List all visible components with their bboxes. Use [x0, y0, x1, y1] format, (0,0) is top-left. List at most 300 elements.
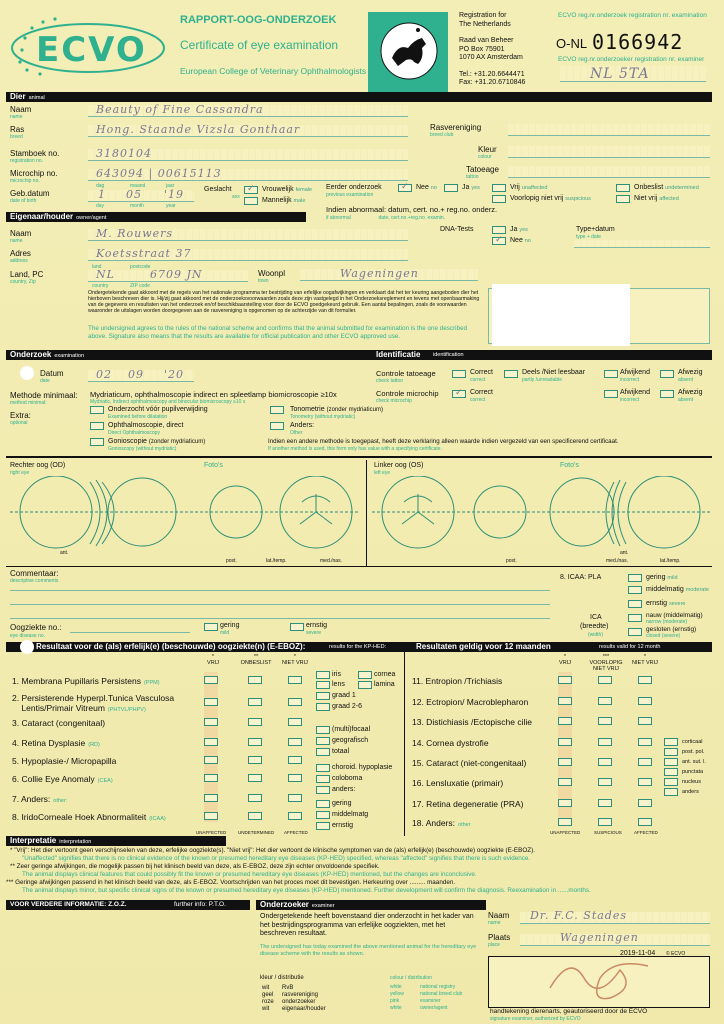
icaa-pla-label: 8. ICAA: PLA: [560, 574, 602, 581]
examiner-name-label: [488, 912, 509, 926]
dna-yes-label: [510, 226, 528, 234]
r16-niet-checkbox[interactable]: [638, 778, 652, 786]
rd-total-checkbox[interactable]: [316, 748, 330, 756]
left-row-2b-en: (PHTVL/PHPV): [107, 707, 146, 713]
disease-severe-checkbox[interactable]: [290, 623, 304, 631]
pla-moderate: [646, 586, 709, 594]
phtvl-vrij-checkbox[interactable]: [204, 698, 218, 706]
ppm-iris-checkbox[interactable]: [316, 671, 330, 679]
tattoo-absent: Afwezig: [678, 369, 703, 376]
male-en: male: [293, 198, 306, 204]
opt-other-checkbox[interactable]: [270, 422, 284, 430]
naam-label-text: Naam: [10, 105, 32, 114]
r15-voorlopig-checkbox[interactable]: [598, 758, 612, 766]
opt-tono-text: Tonometrie: [290, 406, 325, 413]
breed: Hong. Staande Vizsla Gonthaar: [96, 123, 301, 136]
cea-onbeslist-checkbox[interactable]: [248, 774, 262, 782]
pla-mild-en: mild: [667, 575, 678, 581]
tattoo-correct-checkbox[interactable]: [452, 370, 466, 378]
eye-disease-label: Oogziekte no.:: [10, 623, 62, 632]
rd-onbeslist-checkbox[interactable]: [248, 738, 262, 746]
ica-closed-en: closed (severe): [646, 633, 681, 639]
dist-k2: geel: [262, 992, 274, 998]
chip-incorrect-en: incorrect: [620, 397, 640, 403]
tattoo-absent-en: absent: [678, 377, 694, 383]
cea-other-checkbox[interactable]: [316, 786, 330, 794]
suspicious-en: suspicious: [565, 196, 591, 202]
town-text: Woonpl: [258, 269, 285, 278]
previous-no-text: Nee: [416, 184, 429, 191]
dist-e2: national breed club: [420, 991, 463, 997]
ica-narrow-checkbox[interactable]: [628, 614, 642, 622]
ica-narrow: nauw (middelmatig): [646, 612, 703, 619]
left-row-8-en: (ICAA): [149, 816, 166, 822]
cat-corticaal-checkbox[interactable]: [664, 738, 678, 746]
icaa-mild-checkbox[interactable]: [316, 800, 330, 808]
female-en: female: [295, 187, 313, 193]
dna-label: DNA-Tests: [440, 226, 474, 233]
cat-nucleus: nucleus: [682, 779, 701, 785]
cea-vrij-checkbox[interactable]: [204, 774, 218, 782]
type-label: Type+datum: [576, 226, 615, 233]
left-row-7-en: other:: [53, 798, 68, 804]
examiner-name-en: name: [488, 920, 501, 926]
unaffected-checkbox[interactable]: [492, 184, 506, 192]
left-col-niet: * NIET VRIJ: [282, 654, 308, 666]
colour-field[interactable]: [508, 146, 710, 158]
right-foot-suspicious: SUSPICIOUS: [594, 830, 622, 835]
signature-label: handtekening dierenarts, geautoriseerd door de ECVO: [490, 1008, 648, 1015]
dna-no-text: Nee: [510, 237, 523, 244]
methode-label: [10, 392, 78, 406]
geb-month-en: month: [130, 203, 144, 209]
suspicious-checkbox[interactable]: [492, 195, 506, 203]
dist-k1: wit: [262, 985, 270, 991]
ppm-lamina: lamina: [374, 681, 395, 688]
cataract-vrij-checkbox[interactable]: [204, 718, 218, 726]
chip-absent-checkbox[interactable]: [660, 390, 674, 398]
r17-vrij-checkbox[interactable]: [558, 799, 572, 807]
r14-vrij-checkbox[interactable]: [558, 738, 572, 746]
ras-label: [10, 126, 24, 140]
tattoo-incorrect: Afwijkend: [620, 369, 650, 376]
dna-yes-text: Ja: [510, 226, 518, 233]
extra-label: [10, 412, 31, 426]
male-label: [262, 197, 305, 205]
extra-en: optional: [10, 420, 28, 426]
icaa-severe: ernstig: [332, 822, 354, 829]
icaa-mild: gering: [332, 800, 352, 807]
phtvl-onbeslist-checkbox[interactable]: [248, 698, 262, 706]
left-col-onbeslist: ** ONBESLIST: [240, 654, 272, 666]
examiner-nr: NL 5TA: [590, 66, 650, 82]
chip-correct-checkbox[interactable]: [452, 390, 466, 398]
check-chip-label: Controle microchip: [376, 389, 439, 398]
signature-label-en: signature examiner, authorized by ECVO: [490, 1016, 581, 1022]
rd-focal-checkbox[interactable]: [316, 726, 330, 734]
unaffected-text: Vrij: [510, 184, 520, 191]
affected-en: affected: [659, 196, 679, 202]
results-right-en: results valid for 12 month: [599, 644, 661, 650]
interp-3: *** Geringe afwijkingen passend in het klinisch beeld van deze, als E-EBOZ. Voortschrijden van het proces moet dit bevestigen. Herkeuring over ......... maanden.: [6, 879, 456, 886]
zip: 6709 JN: [150, 268, 203, 281]
cat-antsut-checkbox[interactable]: [664, 758, 678, 766]
stamboek-label: [10, 150, 59, 164]
other-vrij-checkbox[interactable]: [204, 794, 218, 802]
opt-before-dilatation-checkbox[interactable]: [90, 406, 104, 414]
address-text: Adres: [10, 249, 31, 258]
r18-voorlopig-checkbox[interactable]: [598, 818, 612, 826]
left-foot-unaffected: UNAFFECTED: [196, 830, 227, 835]
methode-en: method minimal:: [10, 400, 47, 406]
naam-label: [10, 106, 31, 120]
ppm-vrij-checkbox[interactable]: [204, 676, 218, 684]
rd-niet-checkbox[interactable]: [288, 738, 302, 746]
left-col-niet-text: NIET VRIJ: [282, 660, 308, 666]
undetermined-checkbox[interactable]: [616, 184, 630, 192]
icaa-niet-checkbox[interactable]: [288, 812, 302, 820]
rd-geo-checkbox[interactable]: [316, 737, 330, 745]
r11-voorlopig-checkbox[interactable]: [598, 676, 612, 684]
left-row-2: [12, 693, 174, 703]
kleur-en: colour: [478, 154, 492, 160]
comment-line-1: [10, 590, 550, 591]
od-lat: lat./temp.: [266, 558, 287, 564]
owner-name-label: [10, 230, 31, 244]
affected-checkbox[interactable]: [616, 195, 630, 203]
phtvl-g26-checkbox[interactable]: [316, 703, 330, 711]
college-name: European College of Veterinary Ophthalmologists: [180, 66, 367, 76]
right-row-11: 11. Entropion /Trichiasis: [412, 676, 503, 686]
rasvereniging-label: [430, 124, 481, 138]
cea-niet-checkbox[interactable]: [288, 774, 302, 782]
icaa-moderate-checkbox[interactable]: [316, 811, 330, 819]
hypo-onbeslist-checkbox[interactable]: [248, 756, 262, 764]
previous-yes-checkbox[interactable]: [444, 184, 458, 192]
suspicious-text: Voorlopig niet vrij: [510, 195, 564, 202]
ica-narrow-en: narrow (moderate): [646, 619, 688, 625]
cea-other: anders:: [332, 786, 356, 793]
r15-niet-checkbox[interactable]: [638, 758, 652, 766]
comments-en: descriptive comments: [10, 578, 59, 584]
cataract-niet-checkbox[interactable]: [288, 718, 302, 726]
naam-label-en: name: [10, 114, 23, 120]
dob-month: 05: [126, 188, 142, 201]
left-eye-diagram: [372, 476, 712, 566]
right-row-18-label: 18. Anders:: [412, 818, 456, 828]
stamboek-en: registration no.: [10, 158, 44, 164]
right-row-14: 14. Cornea dystrofie: [412, 738, 489, 748]
r18-niet-checkbox[interactable]: [638, 818, 652, 826]
gebdatum-label: [10, 190, 50, 204]
section-owner-en: owner/agent: [76, 215, 107, 221]
punch-hole-1: [20, 366, 34, 380]
dna-no-checkbox[interactable]: [492, 237, 506, 245]
comment-line-2: [10, 604, 550, 605]
disease-mild-en: mild: [220, 630, 230, 636]
r12-niet-checkbox[interactable]: [638, 697, 652, 705]
dist-v4: eigenaar/houder: [282, 1006, 326, 1012]
chip-incorrect-checkbox[interactable]: [604, 390, 618, 398]
r14-niet-checkbox[interactable]: [638, 738, 652, 746]
ica-closed-checkbox[interactable]: [628, 628, 642, 636]
address-label: [10, 250, 31, 264]
distribution-label-en: colour / distribution: [390, 975, 432, 981]
other-niet-checkbox[interactable]: [288, 794, 302, 802]
chip-absent: Afwezig: [678, 389, 703, 396]
opt-gonio-checkbox[interactable]: [90, 438, 104, 446]
disease-mild: gering: [220, 622, 240, 629]
r16-vrij-checkbox[interactable]: [558, 778, 572, 786]
ppm-niet-checkbox[interactable]: [288, 676, 302, 684]
phtvl-g1-checkbox[interactable]: [316, 692, 330, 700]
extra-text: Extra:: [10, 411, 31, 420]
ras-label-en: breed: [10, 134, 23, 140]
chip-absent-en: absent: [678, 397, 694, 403]
tattoo-absent-checkbox[interactable]: [660, 370, 674, 378]
dist-v2: rasvereniging: [282, 992, 319, 998]
cat-postpol-checkbox[interactable]: [664, 748, 678, 756]
ica-width-label: ICA: [590, 614, 602, 621]
ppm-lens: lens: [332, 681, 345, 688]
female-checkbox[interactable]: [244, 186, 258, 194]
footer-info-en: further info: P.T.O.: [174, 901, 226, 908]
geb-year-en: year: [166, 203, 176, 209]
zip-sub: ZIP code: [130, 283, 150, 289]
od-med: med./nas.: [320, 558, 342, 564]
male-checkbox[interactable]: [244, 197, 258, 205]
left-row-8: [12, 812, 166, 822]
opt-gonio-sub: (zonder mydriaticum): [148, 439, 206, 445]
r16-voorlopig-checkbox[interactable]: [598, 778, 612, 786]
os-med: med./nas.: [606, 558, 628, 564]
r17-voorlopig-checkbox[interactable]: [598, 799, 612, 807]
left-row-1-en: (PPM): [143, 680, 160, 686]
cea-coloboma-checkbox[interactable]: [316, 775, 330, 783]
cea-choroid: choroid. hypoplasie: [332, 764, 393, 771]
left-row-3: [12, 718, 105, 728]
pla-severe-en: severe: [668, 601, 686, 607]
left-row-1: [12, 676, 160, 686]
tattoo-field[interactable]: [508, 166, 710, 178]
tattoo-partly-checkbox[interactable]: [504, 370, 518, 378]
eyes-divider: [366, 460, 367, 566]
reg-city: 1070 AX Amsterdam: [459, 54, 523, 61]
comments-label: Commentaar:: [10, 569, 59, 578]
examiner-label: ECVO reg.nr.onderzoeker registration nr. examiner: [558, 56, 705, 63]
town-label: [258, 270, 285, 284]
r12-voorlopig-checkbox[interactable]: [598, 697, 612, 705]
left-row-4: [12, 738, 100, 748]
interp-2: ** Zeer geringe afwijkingen, die mogelijk passen bij het klinisch beeld van deze, als E-EBOZ, deze zijn echter onvoldoende specifiek.: [10, 863, 380, 870]
r12-vrij-checkbox[interactable]: [558, 697, 572, 705]
dist-c2: yellow: [390, 991, 404, 997]
left-col-vrij-text: VRIJ: [207, 660, 219, 666]
male-label-text: Mannelijk: [262, 197, 292, 204]
icaa-vrij-checkbox[interactable]: [204, 812, 218, 820]
icaa-severe-checkbox[interactable]: [316, 822, 330, 830]
exam-date-label: [40, 370, 64, 384]
right-col-vrij-text: VRIJ: [559, 660, 571, 666]
chip-correct: Correct: [470, 389, 493, 396]
undetermined-label: [634, 184, 699, 192]
disease-severe: ernstig: [306, 622, 328, 629]
ppm-lamina-checkbox[interactable]: [358, 681, 372, 689]
r18-vrij-checkbox[interactable]: [558, 818, 572, 826]
examiner-text-nl: Ondergetekende heeft bovenstaand dier onderzocht in het kader van het bestrijdingsprogramma van erfelijke oogziekten, met het beschreven resultaat.: [260, 913, 474, 937]
r14-voorlopig-checkbox[interactable]: [598, 738, 612, 746]
ica-closed: gesloten (ernstig): [646, 626, 697, 633]
dist-c4: white: [390, 1005, 402, 1011]
r13-niet-checkbox[interactable]: [638, 717, 652, 725]
os-label: Linker oog (OS): [374, 462, 424, 469]
cea-choroid-checkbox[interactable]: [316, 764, 330, 772]
os-lat: lat./temp.: [660, 558, 681, 564]
pla-moderate-en: moderate: [685, 587, 709, 593]
os-fotos: Foto's: [560, 462, 579, 469]
geb-maand-sub: maand: [130, 183, 146, 189]
tattoo-incorrect-en: incorrect: [620, 377, 640, 383]
examiner-title: Onderzoeker: [260, 900, 309, 909]
title-en: Certificate of eye examination: [180, 38, 339, 52]
phtvl-niet-checkbox[interactable]: [288, 698, 302, 706]
cat-corticaal: corticaal: [682, 739, 703, 745]
section-interpretation-title: Interpretatie: [10, 836, 57, 845]
check-tattoo-en: check tattoo: [376, 378, 403, 384]
interp-2-en: The animal displays clinical features that could possibly fit the known or presumed hereditary eye diseases (KP-HED) mentioned, but the changes are inconclusive.: [22, 871, 477, 878]
previous-yes-label: [462, 184, 480, 192]
hypo-vrij-checkbox[interactable]: [204, 756, 218, 764]
tattoo-incorrect-checkbox[interactable]: [604, 370, 618, 378]
opt-direct-checkbox[interactable]: [90, 422, 104, 430]
ppm-onbeslist-checkbox[interactable]: [248, 676, 262, 684]
opt-tono: [290, 406, 383, 414]
left-row-3-label: 3. Cataract (congenitaal): [12, 718, 106, 728]
examiner-name-text: Naam: [488, 911, 510, 920]
dna-no-en: no: [524, 238, 531, 244]
examiner-name: Dr. F.C. Stades: [530, 909, 628, 922]
opt-gonio-en: Gonioscopy (without mydriatic): [108, 446, 177, 452]
os-en: left eye: [374, 470, 391, 476]
cat-nucleus-checkbox[interactable]: [664, 778, 678, 786]
pla-mild-text: gering: [646, 574, 666, 581]
right-col-vrij: * VRIJ: [559, 654, 571, 666]
tatoeage-text: Tatoeage: [466, 165, 499, 174]
land-label: [10, 271, 43, 285]
dna-type-field[interactable]: [574, 240, 710, 248]
breed-club-field[interactable]: [508, 124, 710, 136]
title-nl: RAPPORT-OOG-ONDERZOEK: [180, 14, 337, 26]
r13-vrij-checkbox[interactable]: [558, 717, 572, 725]
rasvereniging-en: breed club: [430, 132, 454, 138]
right-foot-affected: AFFECTED: [634, 830, 658, 835]
exam-date-text: Datum: [40, 369, 64, 378]
logo-text: ECVO: [36, 30, 147, 70]
method-note-nl: Indien een andere methode is toegepast, heeft deze verklaring alleen waarde indien vergezeld van een specificerend certificaat.: [268, 438, 619, 445]
owner-name: M. Rouwers: [96, 227, 174, 240]
pla-severe-checkbox[interactable]: [628, 600, 642, 608]
tatoeage-en: tattoo: [466, 174, 479, 180]
cat-postpol: post. pol.: [682, 749, 705, 755]
section-owner: [6, 212, 306, 222]
dob-day: 1: [98, 188, 106, 201]
right-row-15: 15. Cataract (niet-congenitaal): [412, 758, 527, 768]
r13-voorlopig-checkbox[interactable]: [598, 717, 612, 725]
disease-mild-checkbox[interactable]: [204, 623, 218, 631]
right-row-16: 16. Lensluxatie (primair): [412, 778, 504, 788]
chip-correct-en: correct: [470, 397, 486, 403]
cat-other-checkbox[interactable]: [664, 788, 678, 796]
left-col-vrij: * VRIJ: [207, 654, 219, 666]
registration-block: [459, 12, 525, 88]
town: Wageningen: [340, 267, 419, 280]
phtvl-g1: graad 1: [332, 692, 356, 699]
owner-agreement-en: The undersigned agrees to the rules of the national scheme and confirms that the animal submitted for examination is the one described above. Signature also means that the results are available for official publication and other ECVO approved use.: [88, 325, 468, 340]
stamboek-text: Stamboek no.: [10, 149, 60, 158]
opt-before-dilatation: Onderzocht vóór pupilverwijding: [108, 406, 208, 413]
pla-mild-checkbox[interactable]: [628, 574, 642, 582]
examiner-bar: [256, 900, 486, 910]
rd-vrij-checkbox[interactable]: [204, 738, 218, 746]
section-owner-title: Eigenaar/houder: [10, 212, 74, 221]
cataract-onbeslist-checkbox[interactable]: [248, 718, 262, 726]
dist-k4: wit: [262, 1006, 270, 1012]
r11-vrij-checkbox[interactable]: [558, 676, 572, 684]
od-en: right eye: [10, 470, 30, 476]
reg-title: Registration for: [459, 12, 507, 19]
opt-gonio-text: Gonioscopie: [108, 438, 147, 445]
opt-gonio: [108, 438, 205, 446]
section-examination-en: examination: [54, 353, 85, 359]
abnormal-label: Indien abnormaal: datum, cert. no.+ reg.no. onderz.: [326, 205, 498, 214]
ecvo-copyright: © ECVO: [666, 951, 686, 957]
pla-moderate-checkbox[interactable]: [628, 586, 642, 594]
dist-e1: national registry: [420, 984, 456, 990]
hypo-niet-checkbox[interactable]: [288, 756, 302, 764]
examiner-en: examiner: [311, 903, 335, 909]
dna-yes-checkbox[interactable]: [492, 226, 506, 234]
icaa-moderate: middelmatg: [332, 811, 369, 818]
reg-org: Raad van Beheer: [459, 37, 514, 44]
previous-no-checkbox[interactable]: [398, 184, 412, 192]
gebdatum-text: Geb.datum: [10, 189, 50, 198]
distribution-label: kleur / distributie: [260, 975, 304, 981]
left-row-2b-label: Lentis/Primair Vitreum: [12, 703, 105, 713]
interp-1: * "Vrij": Het dier vertoont geen verschijnselen van deze, erfelijke oogziekte(s). "Niet vrij": Het dier vertoont de klinische symptomen van de (als) erfelijk(e) (beschouwde) oogziekte (E-EBOZ).: [10, 847, 535, 854]
land-sub: land: [92, 264, 102, 270]
od-fotos: Foto's: [204, 462, 223, 469]
other-onbeslist-checkbox[interactable]: [248, 794, 262, 802]
r11-niet-checkbox[interactable]: [638, 676, 652, 684]
section-dier-en: animal: [28, 95, 45, 101]
pla-mild: [646, 574, 678, 582]
reg-nr-label: ECVO reg.nr.onderzoek registration nr. examination: [558, 12, 707, 19]
eye-disease-line: [70, 632, 190, 633]
unaffected-en: unaffected: [521, 185, 548, 191]
footer-info-bar: [6, 900, 250, 910]
r15-vrij-checkbox[interactable]: [558, 758, 572, 766]
r17-niet-checkbox[interactable]: [638, 799, 652, 807]
previous-yes-text: Ja: [462, 184, 470, 191]
postcode-sub: postcode: [130, 264, 151, 270]
opt-tono-checkbox[interactable]: [270, 406, 284, 414]
ppm-cornea-checkbox[interactable]: [358, 671, 372, 679]
cat-punctata-checkbox[interactable]: [664, 768, 678, 776]
geslacht-label: Geslacht: [204, 186, 232, 193]
microchip-label: [10, 170, 58, 184]
ppm-lens-checkbox[interactable]: [316, 681, 330, 689]
icaa-onbeslist-checkbox[interactable]: [248, 812, 262, 820]
